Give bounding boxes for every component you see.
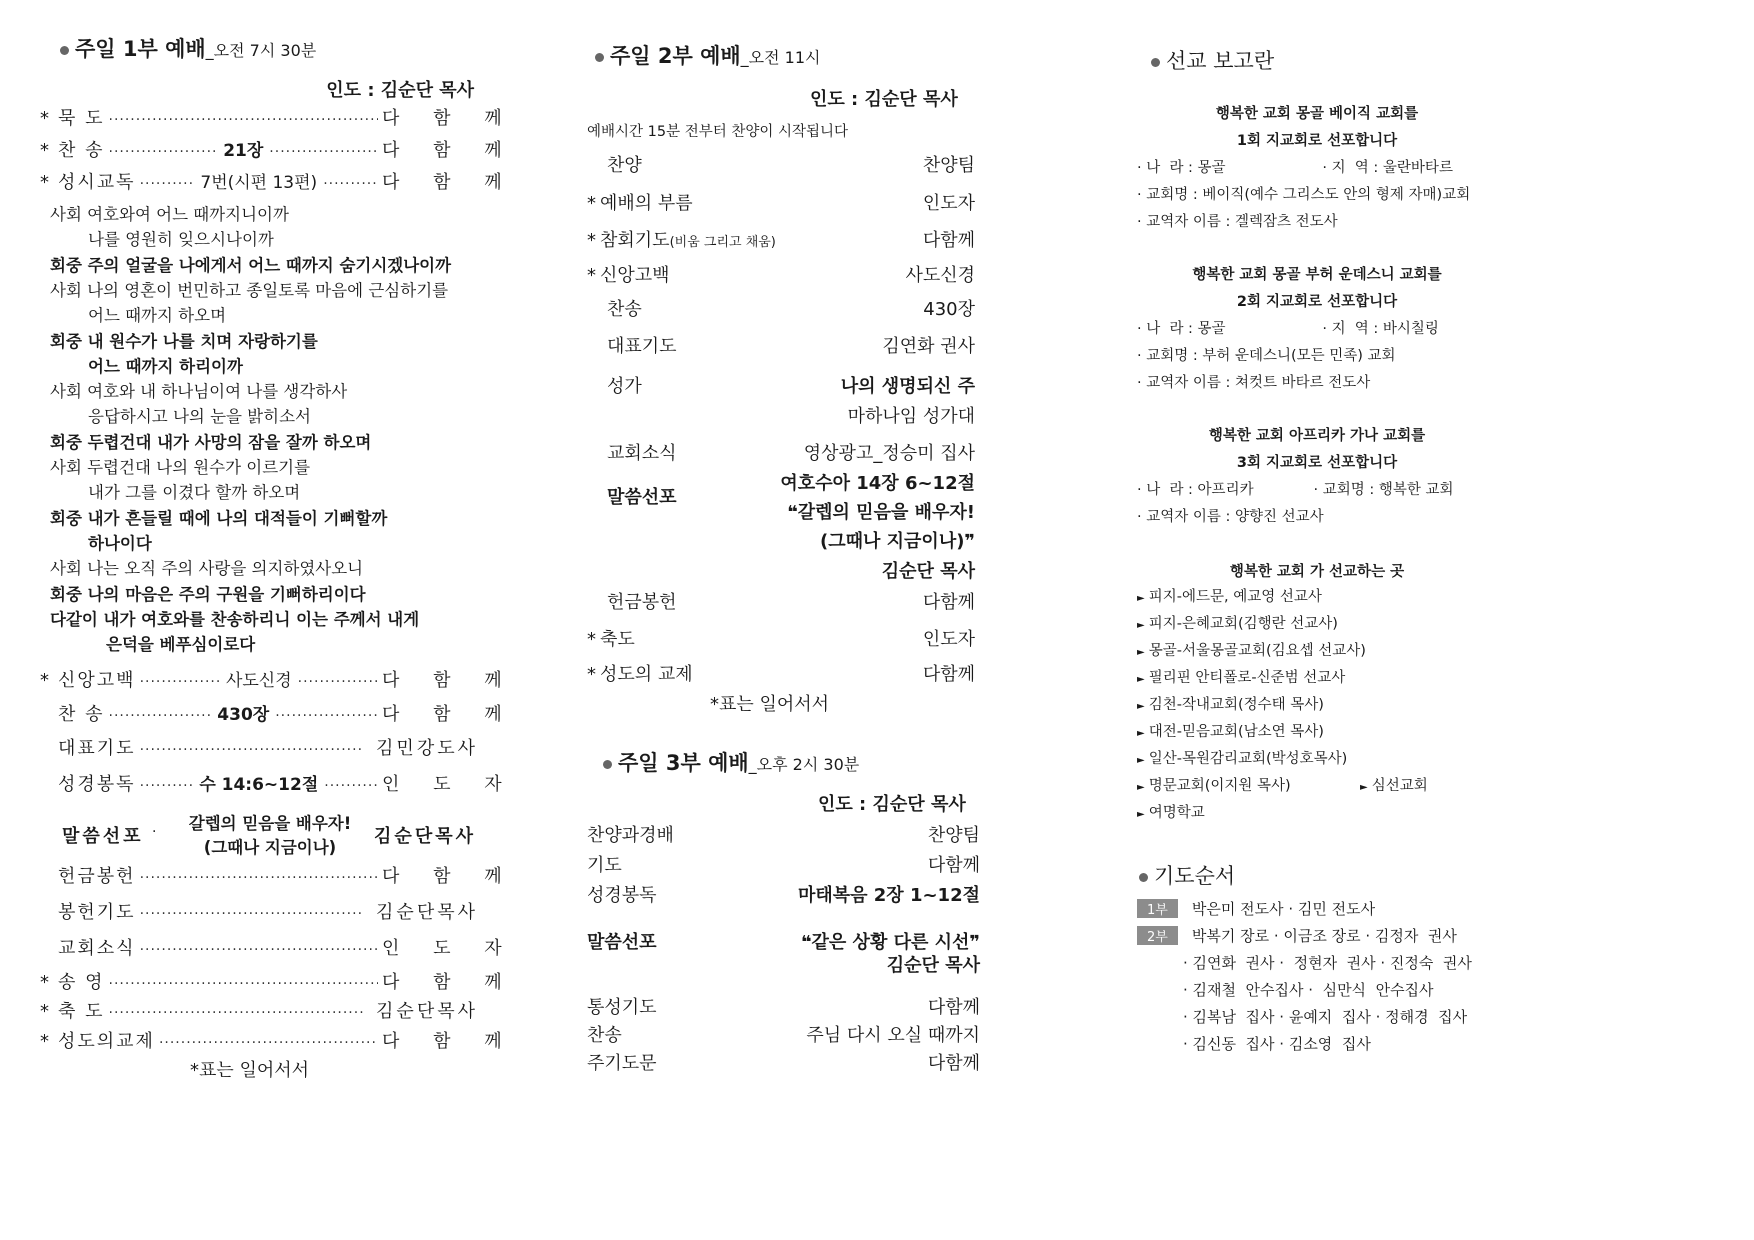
order-value: 사도신경 <box>905 265 975 286</box>
order-row <box>40 734 478 760</box>
order-label: 찬 송 <box>58 140 105 161</box>
mission-place <box>1137 666 1345 687</box>
order-value: 마태복음 2장 1~12절 <box>797 885 980 906</box>
leader-dots <box>109 976 379 992</box>
order-label: 성경봉독 <box>58 774 136 795</box>
mission-place-extra <box>1360 774 1428 795</box>
leader-dots <box>140 870 378 886</box>
order-label-text: 참회기도 <box>600 230 670 251</box>
arrow-right-icon: ► <box>1137 728 1145 739</box>
order-value: 김연화 권사 <box>882 336 975 357</box>
service3-leader: 인도 : 김순단 목사 <box>818 794 966 815</box>
prayer-names: · 김신동 집사 · 김소영 집사 <box>1183 1035 1371 1053</box>
reading-line: 은덕을 베푸심이로다 <box>106 635 256 655</box>
prayer-row <box>1183 1033 1371 1054</box>
order-label <box>587 226 776 252</box>
prayer-row <box>1183 952 1472 973</box>
order-row <box>40 898 478 924</box>
order-label: 찬양과경배 <box>587 825 674 846</box>
mission-place-label: 여명학교 <box>1148 805 1205 821</box>
reading-line: 회중 내 원수가 나를 치며 자랑하기를 <box>50 331 318 351</box>
order-label-text: 성도의 교제 <box>600 664 693 685</box>
church-declaration: 2회 지교회로 선포합니다 <box>1236 294 1398 310</box>
leader-dots <box>323 176 378 192</box>
order-label: 성시교독 <box>58 172 136 193</box>
order-row <box>40 104 516 130</box>
arrow-right-icon: ► <box>1137 809 1145 820</box>
reading-line: 내가 그를 이겼다 할까 하오며 <box>88 483 301 503</box>
order-value: 다함께 <box>922 230 975 251</box>
leader-dots <box>298 674 378 690</box>
prayer-row <box>1137 925 1457 946</box>
leader-dots <box>109 1005 365 1021</box>
order-value: 김순단목사 <box>376 1001 478 1022</box>
order-row <box>40 997 478 1023</box>
order-label-text: 신앙고백 <box>600 265 670 286</box>
order-label-text: 대표기도 <box>607 336 677 357</box>
order-detail: 사도신경 <box>225 671 292 691</box>
bullet-icon <box>1151 58 1160 67</box>
order-row <box>40 700 516 726</box>
leader-dots <box>140 674 220 690</box>
mission-heading <box>1151 45 1274 75</box>
prayer-row <box>1183 979 1434 1000</box>
reading-line: 회중 주의 얼굴을 나에게서 어느 때까지 숨기시겠나이까 <box>50 255 452 275</box>
order-detail: 7번(시편 13편) <box>200 173 318 193</box>
service1-leader: 인도 : 김순단 목사 <box>326 80 474 101</box>
order-label-text: 예배의 부름 <box>600 193 693 214</box>
news-label: 교회소식 <box>607 443 677 464</box>
church-detail: · 교역자 이름 : 쳐컷트 바타르 전도사 <box>1137 375 1371 391</box>
arrow-right-icon: ► <box>1137 674 1145 685</box>
place-extra-label: 심선교회 <box>1371 778 1428 794</box>
mission-place-label: 김천-작내교회(정수태 목사) <box>1148 697 1324 713</box>
order-label: 대표기도 <box>58 738 136 759</box>
leader-dots <box>140 906 364 922</box>
order-label: 찬 송 <box>58 704 105 725</box>
service-badge: 2부 <box>1137 926 1178 945</box>
service2-leader: 인도 : 김순단 목사 <box>810 89 958 110</box>
church-declaration: 1회 지교회로 선포합니다 <box>1236 133 1398 149</box>
reading-line: 다같이 내가 여호와를 찬송하리니 이는 주께서 내게 <box>50 609 420 629</box>
order-value: 430장 <box>923 299 975 320</box>
church-detail: · 나 라 : 몽골 · 지 역 : 바시칠링 <box>1137 321 1439 337</box>
prayer-row <box>1183 1006 1467 1027</box>
order-label: 주기도문 <box>587 1053 657 1074</box>
prayer-names: · 김복남 집사 · 윤예지 집사 · 정해경 집사 <box>1183 1008 1468 1026</box>
order-label-text: 축도 <box>600 629 635 650</box>
order-value: 다함께 <box>922 664 975 685</box>
asterisk-icon: * <box>587 664 596 685</box>
reading-line: 응답하시고 나의 눈을 밝히소서 <box>88 407 311 427</box>
prayer-names: · 김재철 안수집사 · 심만식 안수집사 <box>1183 981 1434 999</box>
order-value: 다 함 께 <box>382 140 516 161</box>
order-row <box>40 770 516 796</box>
leader-dots <box>324 778 378 794</box>
order-value: 다 함 께 <box>382 670 516 691</box>
mission-place-label: 일산-목원감리교회(박성호목사) <box>1148 751 1348 767</box>
mission-place <box>1137 612 1338 633</box>
mission-place <box>1137 639 1366 660</box>
leader-dots <box>140 778 194 794</box>
service2-title: 주일 2부 예배 <box>610 44 741 68</box>
mission-place <box>1137 747 1347 768</box>
mission-place-label: 몽골-서울몽골교회(김요셉 선교사) <box>1148 643 1366 659</box>
service1-sermon-row <box>62 810 478 858</box>
order-label <box>587 660 693 686</box>
sermon-title-line2: (그때나 지금이나) <box>203 838 337 857</box>
arrow-right-icon: ► <box>1137 701 1145 712</box>
order-label: 성도의교제 <box>58 1031 155 1052</box>
order-label: 교회소식 <box>58 938 136 959</box>
service2-time: _오전 11시 <box>740 48 821 67</box>
anthem-choir: 마하나임 성가대 <box>847 406 975 427</box>
sermon-preacher: 김순단 목사 <box>886 955 980 976</box>
order-value: 다 함 께 <box>382 108 516 129</box>
order-value: 다 함 께 <box>382 866 516 887</box>
church-detail: · 교회명 : 베이직(예수 그리스도 안의 형제 자매)교회 <box>1137 187 1471 203</box>
asterisk-icon: * <box>587 265 596 286</box>
sermon-title-line1: ❝갈렙의 믿음을 배우자! <box>787 502 975 523</box>
order-row <box>40 666 516 692</box>
order-label <box>587 261 670 287</box>
order-value: 인도자 <box>922 193 975 214</box>
order-row <box>40 136 516 162</box>
order-value: 찬양팀 <box>922 155 975 176</box>
order-value: 다함께 <box>922 592 975 613</box>
order-label: 송 영 <box>58 972 105 993</box>
mission-place-label: 필리핀 안티폴로-신준범 선교사 <box>1148 670 1346 686</box>
mission-place-label: 피지-은혜교회(김행란 선교사) <box>1148 616 1338 632</box>
order-label: 통성기도 <box>587 997 657 1018</box>
arrow-right-icon: ► <box>1137 593 1145 604</box>
leader-dots <box>140 942 378 958</box>
order-label <box>607 332 677 358</box>
reading-line: 어느 때까지 하오며 <box>88 306 227 326</box>
service1-time: _오전 7시 30분 <box>205 41 317 60</box>
mission-place <box>1137 801 1205 822</box>
bullet-icon <box>595 53 604 62</box>
order-label: 봉헌기도 <box>58 902 136 923</box>
service3-sermon-row <box>585 928 980 978</box>
prayer-heading <box>1139 860 1235 890</box>
mission-place-label: 피지-에드문, 예교영 선교사 <box>1148 589 1322 605</box>
church-detail: · 교회명 : 부허 운데스니(모든 민족) 교회 <box>1137 348 1396 364</box>
service2-sermon-row <box>585 469 975 582</box>
order-value: 찬양팀 <box>927 825 980 846</box>
prayer-names: 박복기 장로 · 이금조 장로 · 김정자 권사 <box>1191 927 1457 945</box>
mission-place <box>1137 720 1324 741</box>
prayer-names: 박은미 전도사 · 김민 전도사 <box>1191 900 1376 918</box>
sermon-title-line2: (그때나 지금이나)❞ <box>820 531 975 552</box>
service3-heading <box>603 747 859 777</box>
order-value: 다함께 <box>927 855 980 876</box>
order-label <box>607 151 642 177</box>
order-label <box>587 625 635 651</box>
prayer-row <box>1137 898 1375 919</box>
service1-title: 주일 1부 예배 <box>75 37 206 61</box>
order-detail: 수 14:6~12절 <box>199 775 319 795</box>
church-detail: · 나 라 : 아프리카 · 교회명 : 행복한 교회 <box>1137 482 1454 498</box>
sermon-title-line1: 갈렙의 믿음을 배우자! <box>188 814 352 833</box>
order-value: 인도자 <box>922 629 975 650</box>
order-label-note: (비움 그리고 채움) <box>669 235 776 250</box>
order-label-text: 찬양 <box>607 155 642 176</box>
order-value: 인 도 자 <box>382 938 516 959</box>
reading-line: 사회 나는 오직 주의 사랑을 의지하였사오니 <box>50 559 364 579</box>
prayer-names: · 김연화 권사 · 정현자 권사 · 진정숙 권사 <box>1183 954 1472 972</box>
service1-heading <box>60 33 316 63</box>
sermon-label: 말씀선포 <box>587 932 657 953</box>
asterisk-icon: * <box>587 193 596 214</box>
standing-footnote: *표는 일어서서 <box>190 1060 310 1081</box>
order-value: 인 도 자 <box>382 774 516 795</box>
reading-line: 어느 때까지 하리이까 <box>88 356 243 376</box>
leader-dots <box>140 176 195 192</box>
arrow-right-icon: ► <box>1137 620 1145 631</box>
leader-dots <box>159 1035 378 1051</box>
reading-line: 나를 영원히 잊으시나이까 <box>88 230 274 250</box>
reading-line: 회중 나의 마음은 주의 구원을 기뻐하리이다 <box>50 584 366 604</box>
anthem-label: 성가 <box>607 376 642 397</box>
sermon-scripture: 여호수아 14장 6~12절 <box>780 473 975 494</box>
church-declaration: 3회 지교회로 선포합니다 <box>1236 455 1398 471</box>
order-value: 다 함 께 <box>382 704 516 725</box>
service2-notice: 예배시간 15분 전부터 찬양이 시작됩니다 <box>587 124 848 140</box>
mission-place <box>1137 774 1291 795</box>
order-row <box>40 934 516 960</box>
church-heading: 행복한 교회 아프리카 가나 교회를 <box>1208 428 1426 444</box>
asterisk-icon: * <box>40 1031 49 1052</box>
reading-line: 사회 여호와 내 하나님이여 나를 생각하사 <box>50 382 348 402</box>
service-badge: 1부 <box>1137 899 1178 918</box>
leader-dots <box>109 708 212 724</box>
asterisk-icon: * <box>40 972 49 993</box>
bullet-icon <box>60 46 69 55</box>
asterisk-icon: * <box>40 108 49 129</box>
asterisk-icon: * <box>587 629 596 650</box>
mission-place <box>1137 585 1322 606</box>
leader-dots <box>269 144 378 160</box>
asterisk-icon: * <box>587 230 596 251</box>
order-label: 묵 도 <box>58 108 105 129</box>
mission-place-label: 명문교회(이지원 목사) <box>1148 778 1291 794</box>
order-label-text: 찬송 <box>607 299 642 320</box>
order-label: 기도 <box>587 855 622 876</box>
church-detail: · 교역자 이름 : 양향진 선교사 <box>1137 509 1324 525</box>
order-value: 다 함 께 <box>382 1031 516 1052</box>
mission-place-label: 대전-믿음교회(남소연 목사) <box>1148 724 1324 740</box>
leader-dots <box>109 144 218 160</box>
reading-line: 사회 여호와여 어느 때까지니이까 <box>50 205 289 224</box>
leader-dots <box>275 708 378 724</box>
arrow-right-icon: ► <box>1137 782 1145 793</box>
asterisk-icon: * <box>40 172 49 193</box>
asterisk-icon: * <box>40 140 49 161</box>
arrow-right-icon: ► <box>1137 755 1145 766</box>
order-row <box>40 168 516 194</box>
mission-place <box>1137 693 1324 714</box>
leader-dots <box>140 742 364 758</box>
order-value: 다 함 께 <box>382 172 516 193</box>
prayer-title: 기도순서 <box>1154 864 1236 888</box>
service3-time: _오후 2시 30분 <box>748 755 860 774</box>
order-detail: 21장 <box>223 141 264 161</box>
order-value: 주님 다시 오실 때까지 <box>806 1025 980 1046</box>
mission-title: 선교 보고란 <box>1166 49 1275 73</box>
order-label: 신앙고백 <box>58 670 136 691</box>
order-value: 다 함 께 <box>382 972 516 993</box>
church-detail: · 교역자 이름 : 겔렉잠츠 전도사 <box>1137 214 1338 230</box>
order-value: 김민강도사 <box>376 738 478 759</box>
order-row <box>40 862 516 888</box>
dot-separator: · <box>152 824 157 840</box>
sermon-preacher: 김순단 목사 <box>881 561 975 582</box>
order-row <box>40 968 516 994</box>
standing-footnote: *표는 일어서서 <box>710 694 830 715</box>
reading-line: 회중 내가 흔들릴 때에 나의 대적들이 기뻐할까 <box>50 508 388 528</box>
order-label: 헌금봉헌 <box>58 866 136 887</box>
arrow-right-icon: ► <box>1360 782 1368 793</box>
sermon-preacher: 김순단목사 <box>374 826 476 847</box>
order-value: 다함께 <box>927 1053 980 1074</box>
order-label <box>587 189 693 215</box>
order-value: 김순단목사 <box>376 902 478 923</box>
order-label: 축 도 <box>58 1001 105 1022</box>
church-heading: 행복한 교회 몽골 부허 운데스니 교회를 <box>1192 267 1442 283</box>
asterisk-icon: * <box>40 1001 49 1022</box>
bullet-icon <box>603 760 612 769</box>
leader-dots <box>109 112 379 128</box>
reading-line: 하나이다 <box>88 533 152 553</box>
news-value: 영상광고_정승미 집사 <box>803 443 975 464</box>
asterisk-icon: * <box>40 670 49 691</box>
order-label <box>607 588 677 614</box>
reading-line: 사회 두렵건대 나의 원수가 이르기를 <box>50 458 311 477</box>
arrow-right-icon: ► <box>1137 647 1145 658</box>
sermon-label: 말씀선포 <box>62 826 144 847</box>
order-label <box>607 295 642 321</box>
service2-heading <box>595 40 821 70</box>
order-row <box>40 1027 516 1053</box>
anthem-title: 나의 생명되신 주 <box>840 376 975 397</box>
order-label-text: 헌금봉헌 <box>607 592 677 613</box>
order-label: 성경봉독 <box>587 885 657 906</box>
order-value: 다함께 <box>927 997 980 1018</box>
church-detail: · 나 라 : 몽골 · 지 역 : 울란바타르 <box>1137 160 1453 176</box>
order-label: 찬송 <box>587 1025 622 1046</box>
reading-line: 회중 두렵건대 내가 사망의 잠을 잘까 하오며 <box>50 432 372 452</box>
service3-title: 주일 3부 예배 <box>618 751 749 775</box>
mission-places-title: 행복한 교회 가 선교하는 곳 <box>1229 564 1405 580</box>
sermon-label: 말씀선포 <box>607 487 677 508</box>
reading-line: 사회 나의 영혼이 번민하고 종일토록 마음에 근심하기를 <box>50 280 449 300</box>
sermon-title: ❝같은 상황 다른 시선❞ <box>800 932 980 953</box>
bullet-icon <box>1139 873 1148 882</box>
order-detail: 430장 <box>217 705 270 725</box>
church-heading: 행복한 교회 몽골 베이직 교회를 <box>1215 106 1419 122</box>
